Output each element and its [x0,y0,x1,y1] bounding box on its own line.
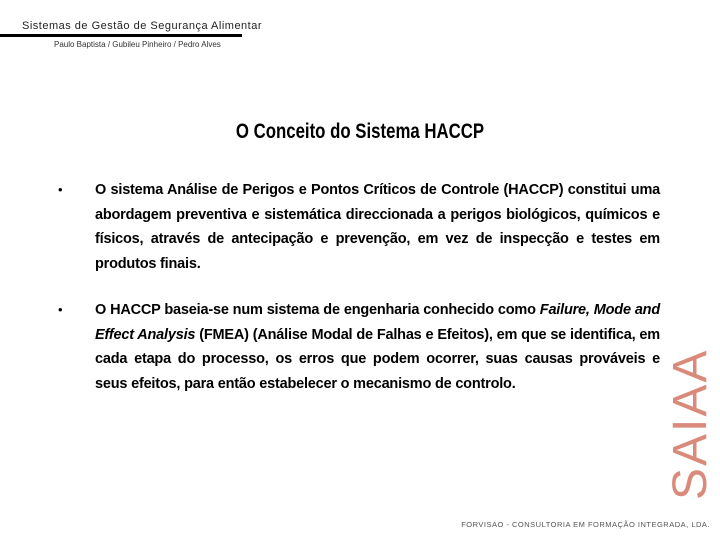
header-title: Sistemas de Gestão de Segurança Alimentar [22,20,263,32]
italic-term: Failure, Mode and Effect Analysis [95,302,660,343]
bullet-icon: • [58,302,63,317]
bullet-icon: • [58,182,63,197]
header-divider [0,34,242,37]
header-authors: Paulo Baptista / Gubileu Pinheiro / Pedro Alves [54,40,221,49]
bullet-text: O sistema Análise de Perigos e Pontos Críticos de Controle (HACCP) constitui uma abordagem preventiva e sistemática direccionada a perigos biológicos, químicos e físicos, através de antecipação e prevenção, em vez de inspecção e testes em produtos finais. [95,182,660,272]
bullet-text [95,298,660,396]
text: O HACCP baseia-se num sistema de engenharia conhecido como [95,302,540,318]
slide-title: O Conceito do Sistema HACCP [235,120,485,143]
footer-text: FORVISAO - CONSULTORIA EM FORMAÇÃO INTEGRADA, LDA. [461,520,710,529]
text: (FMEA) (Análise Modal de Falhas e Efeitos), em que se identifica, em cada etapa do processo, os erros que podem ocorrer, suas causas prováveis e seus efeitos, para então estabelecer o mecanismo de controlo. [95,326,660,392]
saiaa-logo: SAIAA [664,348,717,500]
